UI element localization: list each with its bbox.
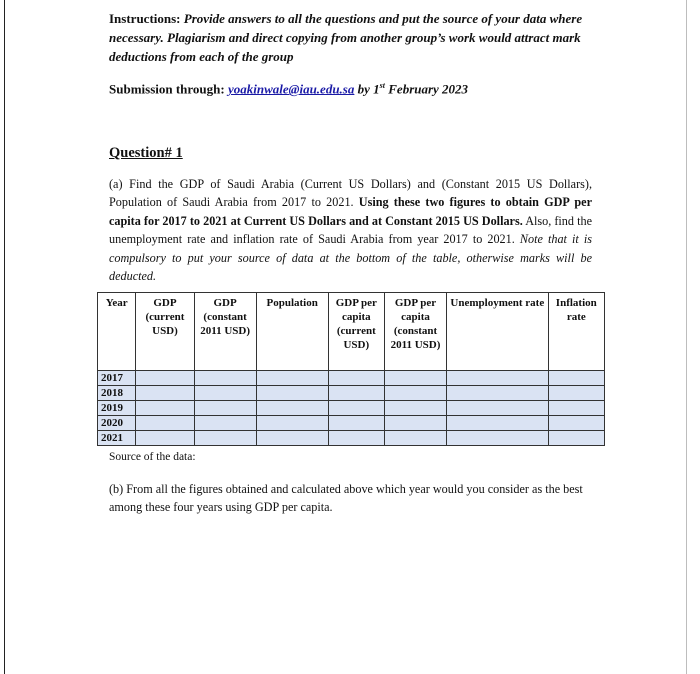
header-unemployment: Unemployment rate — [447, 293, 549, 371]
part-a-text-2: Also, find the unemployment rate and inflation rate of Saudi Arabia from year 2017 to 2021. — [109, 213, 592, 247]
table-cell[interactable] — [548, 401, 604, 416]
table-cell[interactable] — [256, 371, 328, 386]
year-cell: 2017 — [98, 371, 136, 386]
table-cell[interactable] — [384, 416, 446, 431]
table-cell[interactable] — [256, 386, 328, 401]
table-cell[interactable] — [136, 371, 194, 386]
table-cell[interactable] — [194, 371, 256, 386]
table-cell[interactable] — [384, 371, 446, 386]
header-year: Year — [98, 293, 136, 371]
table-cell[interactable] — [548, 386, 604, 401]
table-cell[interactable] — [447, 416, 549, 431]
submission-sup: st — [379, 81, 385, 90]
part-a-bold: Using these two figures to obtain GDP per capita for 2017 to 2021 at Current US Dollars and at Constant 2015 US Dollars. — [109, 195, 592, 228]
table-row — [98, 401, 605, 416]
table-cell[interactable] — [194, 416, 256, 431]
table-cell[interactable] — [548, 371, 604, 386]
table-row — [98, 371, 605, 386]
question-part-b: (b) From all the figures obtained and calculated above which year would you consider as the best among these four years using GDP per capita. — [109, 482, 583, 514]
table-cell[interactable] — [256, 401, 328, 416]
table-row — [98, 431, 605, 446]
submission-email-link[interactable]: yoakinwale@iau.edu.sa — [227, 81, 355, 97]
header-gdp-current: GDP (current USD) — [136, 293, 194, 371]
table-cell[interactable] — [447, 386, 549, 401]
submission-label: Submission through: — [109, 81, 225, 97]
table-cell[interactable] — [194, 401, 256, 416]
table-cell[interactable] — [136, 386, 194, 401]
header-inflation: Inflation rate — [548, 293, 604, 371]
instructions-label: Instructions: — [109, 11, 181, 26]
header-gdp-constant: GDP (constant 2011 USD) — [194, 293, 256, 371]
table-cell[interactable] — [136, 431, 194, 446]
table-header-row — [98, 293, 605, 371]
year-cell: 2018 — [98, 386, 136, 401]
table-cell[interactable] — [136, 416, 194, 431]
submission-line — [109, 76, 609, 98]
table-cell[interactable] — [548, 416, 604, 431]
part-a-text-1: (a) Find the GDP of Saudi Arabia (Current US Dollars) and (Constant 2015 US Dollars), Population of Saudi Arabia from 2017 to 2021. — [109, 177, 592, 210]
table-cell[interactable] — [328, 431, 384, 446]
page-left-border — [4, 0, 5, 674]
table-cell[interactable] — [328, 416, 384, 431]
page-right-border — [686, 0, 687, 674]
table-row — [98, 416, 605, 431]
table-cell[interactable] — [548, 431, 604, 446]
year-cell: 2019 — [98, 401, 136, 416]
question-title: Question# 1 — [109, 145, 183, 161]
table-cell[interactable] — [328, 371, 384, 386]
table-cell[interactable] — [384, 386, 446, 401]
data-table — [97, 292, 605, 446]
instructions-text: Provide answers to all the questions and put the source of your data where necessary. Plagiarism and direct copying from another group’s work would attract mark deductions from each of the group — [109, 11, 583, 64]
question-part-a — [109, 175, 592, 285]
header-population: Population — [256, 293, 328, 371]
table-row — [98, 386, 605, 401]
table-cell[interactable] — [256, 431, 328, 446]
table-cell[interactable] — [447, 401, 549, 416]
year-cell: 2021 — [98, 431, 136, 446]
table-cell[interactable] — [328, 401, 384, 416]
source-label: Source of the data: — [109, 451, 196, 463]
instructions — [109, 9, 599, 66]
header-gdp-per-capita-constant: GDP per capita (constant 2011 USD) — [384, 293, 446, 371]
table-cell[interactable] — [194, 431, 256, 446]
table-cell[interactable] — [136, 401, 194, 416]
table-cell[interactable] — [328, 386, 384, 401]
table-cell[interactable] — [447, 371, 549, 386]
submission-date: February 2023 — [388, 81, 469, 97]
table-cell[interactable] — [194, 386, 256, 401]
header-gdp-per-capita-current: GDP per capita (current USD) — [328, 293, 384, 371]
part-a-note: Note that it is compulsory to put your source of data at the bottom of the table, otherwise marks will be deducted. — [109, 232, 592, 284]
table-cell[interactable] — [384, 431, 446, 446]
submission-by: by 1 — [357, 81, 380, 97]
table-cell[interactable] — [256, 416, 328, 431]
table-cell[interactable] — [447, 431, 549, 446]
table-cell[interactable] — [384, 401, 446, 416]
year-cell: 2020 — [98, 416, 136, 431]
